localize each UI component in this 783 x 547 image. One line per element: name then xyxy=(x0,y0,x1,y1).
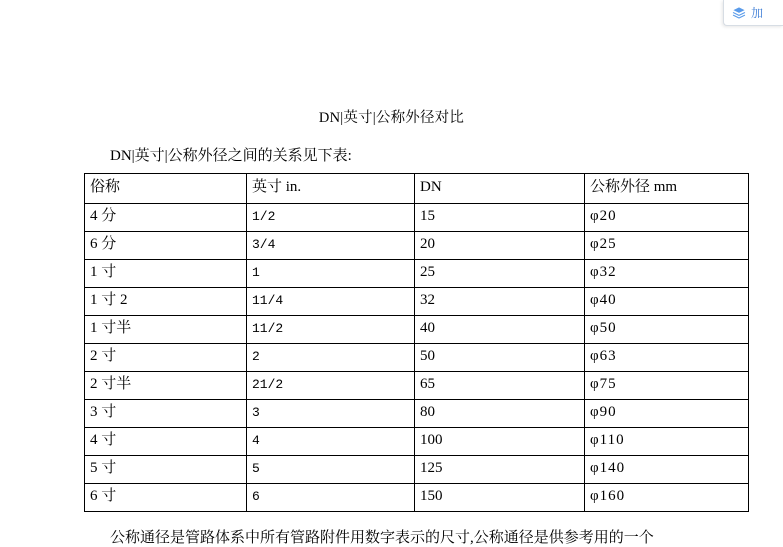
cell-common-name: 1 寸 2 xyxy=(85,288,247,316)
cell-outer-diameter: φ140 xyxy=(585,456,749,484)
cell-outer-diameter: φ63 xyxy=(585,344,749,372)
cell-common-name: 2 寸 xyxy=(85,344,247,372)
cell-dn: 80 xyxy=(415,400,585,428)
cell-dn: 15 xyxy=(415,204,585,232)
table-row xyxy=(85,232,749,260)
column-header-common-name: 俗称 xyxy=(85,174,247,204)
table-row xyxy=(85,372,749,400)
table-row xyxy=(85,456,749,484)
dn-comparison-table xyxy=(84,173,749,512)
cell-inch: 1/2 xyxy=(247,204,415,232)
intro-paragraph: DN|英寸|公称外径之间的关系见下表: xyxy=(110,148,352,164)
cell-dn: 100 xyxy=(415,428,585,456)
column-header-outer-diameter: 公称外径 mm xyxy=(585,174,749,204)
cell-inch: 21/2 xyxy=(247,372,415,400)
table-row xyxy=(85,204,749,232)
cell-dn: 40 xyxy=(415,316,585,344)
cell-common-name: 2 寸半 xyxy=(85,372,247,400)
table-row xyxy=(85,428,749,456)
cell-common-name: 6 分 xyxy=(85,232,247,260)
cell-dn: 125 xyxy=(415,456,585,484)
cell-inch: 3/4 xyxy=(247,232,415,260)
table-row xyxy=(85,260,749,288)
cell-outer-diameter: φ160 xyxy=(585,484,749,512)
cell-outer-diameter: φ20 xyxy=(585,204,749,232)
cell-inch: 2 xyxy=(247,344,415,372)
page-title: DN|英寸|公称外径对比 xyxy=(318,110,465,126)
cell-outer-diameter: φ110 xyxy=(585,428,749,456)
cell-common-name: 6 寸 xyxy=(85,484,247,512)
cell-outer-diameter: φ32 xyxy=(585,260,749,288)
cell-dn: 150 xyxy=(415,484,585,512)
column-header-inch: 英寸 in. xyxy=(247,174,415,204)
cell-outer-diameter: φ25 xyxy=(585,232,749,260)
cell-common-name: 4 分 xyxy=(85,204,247,232)
table-row xyxy=(85,484,749,512)
cell-outer-diameter: φ50 xyxy=(585,316,749,344)
cell-dn: 65 xyxy=(415,372,585,400)
cell-dn: 25 xyxy=(415,260,585,288)
cell-inch: 3 xyxy=(247,400,415,428)
cell-inch: 11/2 xyxy=(247,316,415,344)
footer-paragraph: 公称通径是管路体系中所有管路附件用数字表示的尺寸,公称通径是供参考用的一个 xyxy=(110,530,654,546)
cell-inch: 1 xyxy=(247,260,415,288)
cell-outer-diameter: φ90 xyxy=(585,400,749,428)
cell-common-name: 1 寸 xyxy=(85,260,247,288)
cell-inch: 6 xyxy=(247,484,415,512)
cell-inch: 4 xyxy=(247,428,415,456)
cell-common-name: 3 寸 xyxy=(85,400,247,428)
cell-inch: 11/4 xyxy=(247,288,415,316)
cell-inch: 5 xyxy=(247,456,415,484)
cell-common-name: 5 寸 xyxy=(85,456,247,484)
column-header-dn: DN xyxy=(415,174,585,204)
table-row xyxy=(85,316,749,344)
add-button-label: 加 xyxy=(751,6,764,20)
cell-common-name: 1 寸半 xyxy=(85,316,247,344)
table-row xyxy=(85,344,749,372)
cell-common-name: 4 寸 xyxy=(85,428,247,456)
cell-dn: 32 xyxy=(415,288,585,316)
table-row xyxy=(85,288,749,316)
table-row xyxy=(85,400,749,428)
cell-dn: 20 xyxy=(415,232,585,260)
cell-dn: 50 xyxy=(415,344,585,372)
table-header-row xyxy=(85,174,749,204)
cell-outer-diameter: φ75 xyxy=(585,372,749,400)
cell-outer-diameter: φ40 xyxy=(585,288,749,316)
